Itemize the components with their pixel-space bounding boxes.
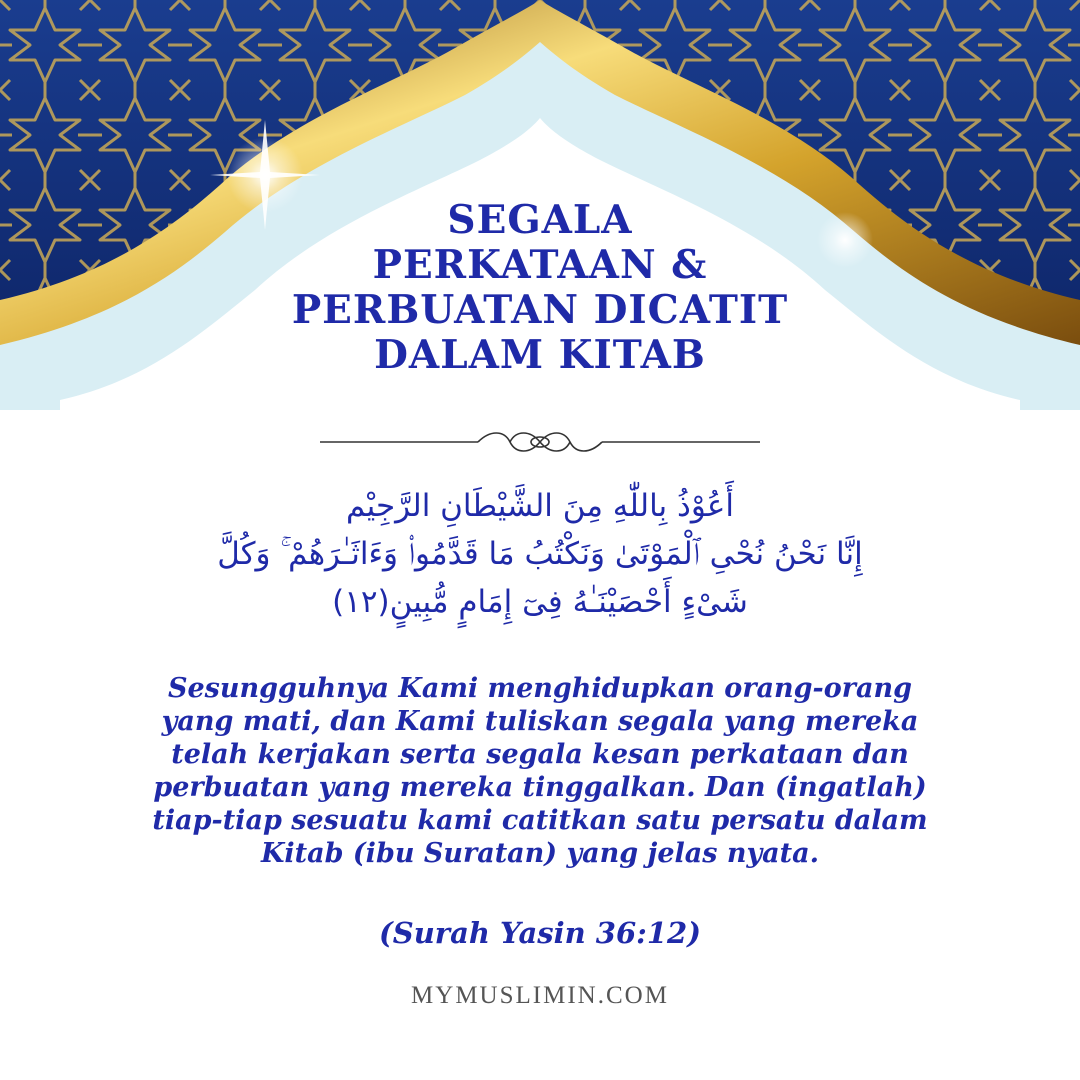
arabic-line-1: أَعُوْذُ بِاللّٰهِ مِنَ الشَّيْطَانِ الرَّجِيْم xyxy=(346,488,734,524)
translation-line-6: Kitab (ibu Suratan) yang jelas nyata. xyxy=(260,838,820,869)
verse-reference: (Surah Yasin 36:12) xyxy=(379,916,701,950)
translation-line-1: Sesungguhnya Kami menghidupkan orang-orang xyxy=(167,673,912,704)
translation-line-3: telah kerjakan serta segala kesan perkataan dan xyxy=(171,739,909,770)
title-line-2: PERKATAAN & xyxy=(372,242,708,288)
verse-translation xyxy=(110,672,970,870)
translation-line-2: yang mati, dan Kami tuliskan segala yang mereka xyxy=(161,706,919,737)
scroll-flourish-divider-icon xyxy=(320,424,760,460)
translation-line-4: perbuatan yang mereka tinggalkan. Dan (ingatlah) xyxy=(153,772,927,803)
page-title xyxy=(230,198,850,378)
translation-line-5: tiap-tiap sesuatu kami catitkan satu persatu dalam xyxy=(152,805,928,836)
website-url: MYMUSLIMIN.COM xyxy=(411,982,669,1009)
title-line-4: DALAM KITAB xyxy=(374,332,706,378)
title-line-1: SEGALA xyxy=(447,197,633,243)
arabic-line-3: شَىْءٍ أَحْصَيْنَـٰهُ فِىٓ إِمَامٍ مُّبِينٍ(١٢) xyxy=(332,584,748,620)
arabic-verse xyxy=(100,482,980,626)
title-line-3: PERBUATAN DICATIT xyxy=(291,287,789,333)
arabic-line-2: إِنَّا نَحْنُ نُحْىِ ٱلْمَوْتَىٰ وَنَكْتُبُ مَا قَدَّمُوا۟ وَءَاثَـٰرَهُمْ ۚ وَكُلَّ xyxy=(217,536,863,572)
